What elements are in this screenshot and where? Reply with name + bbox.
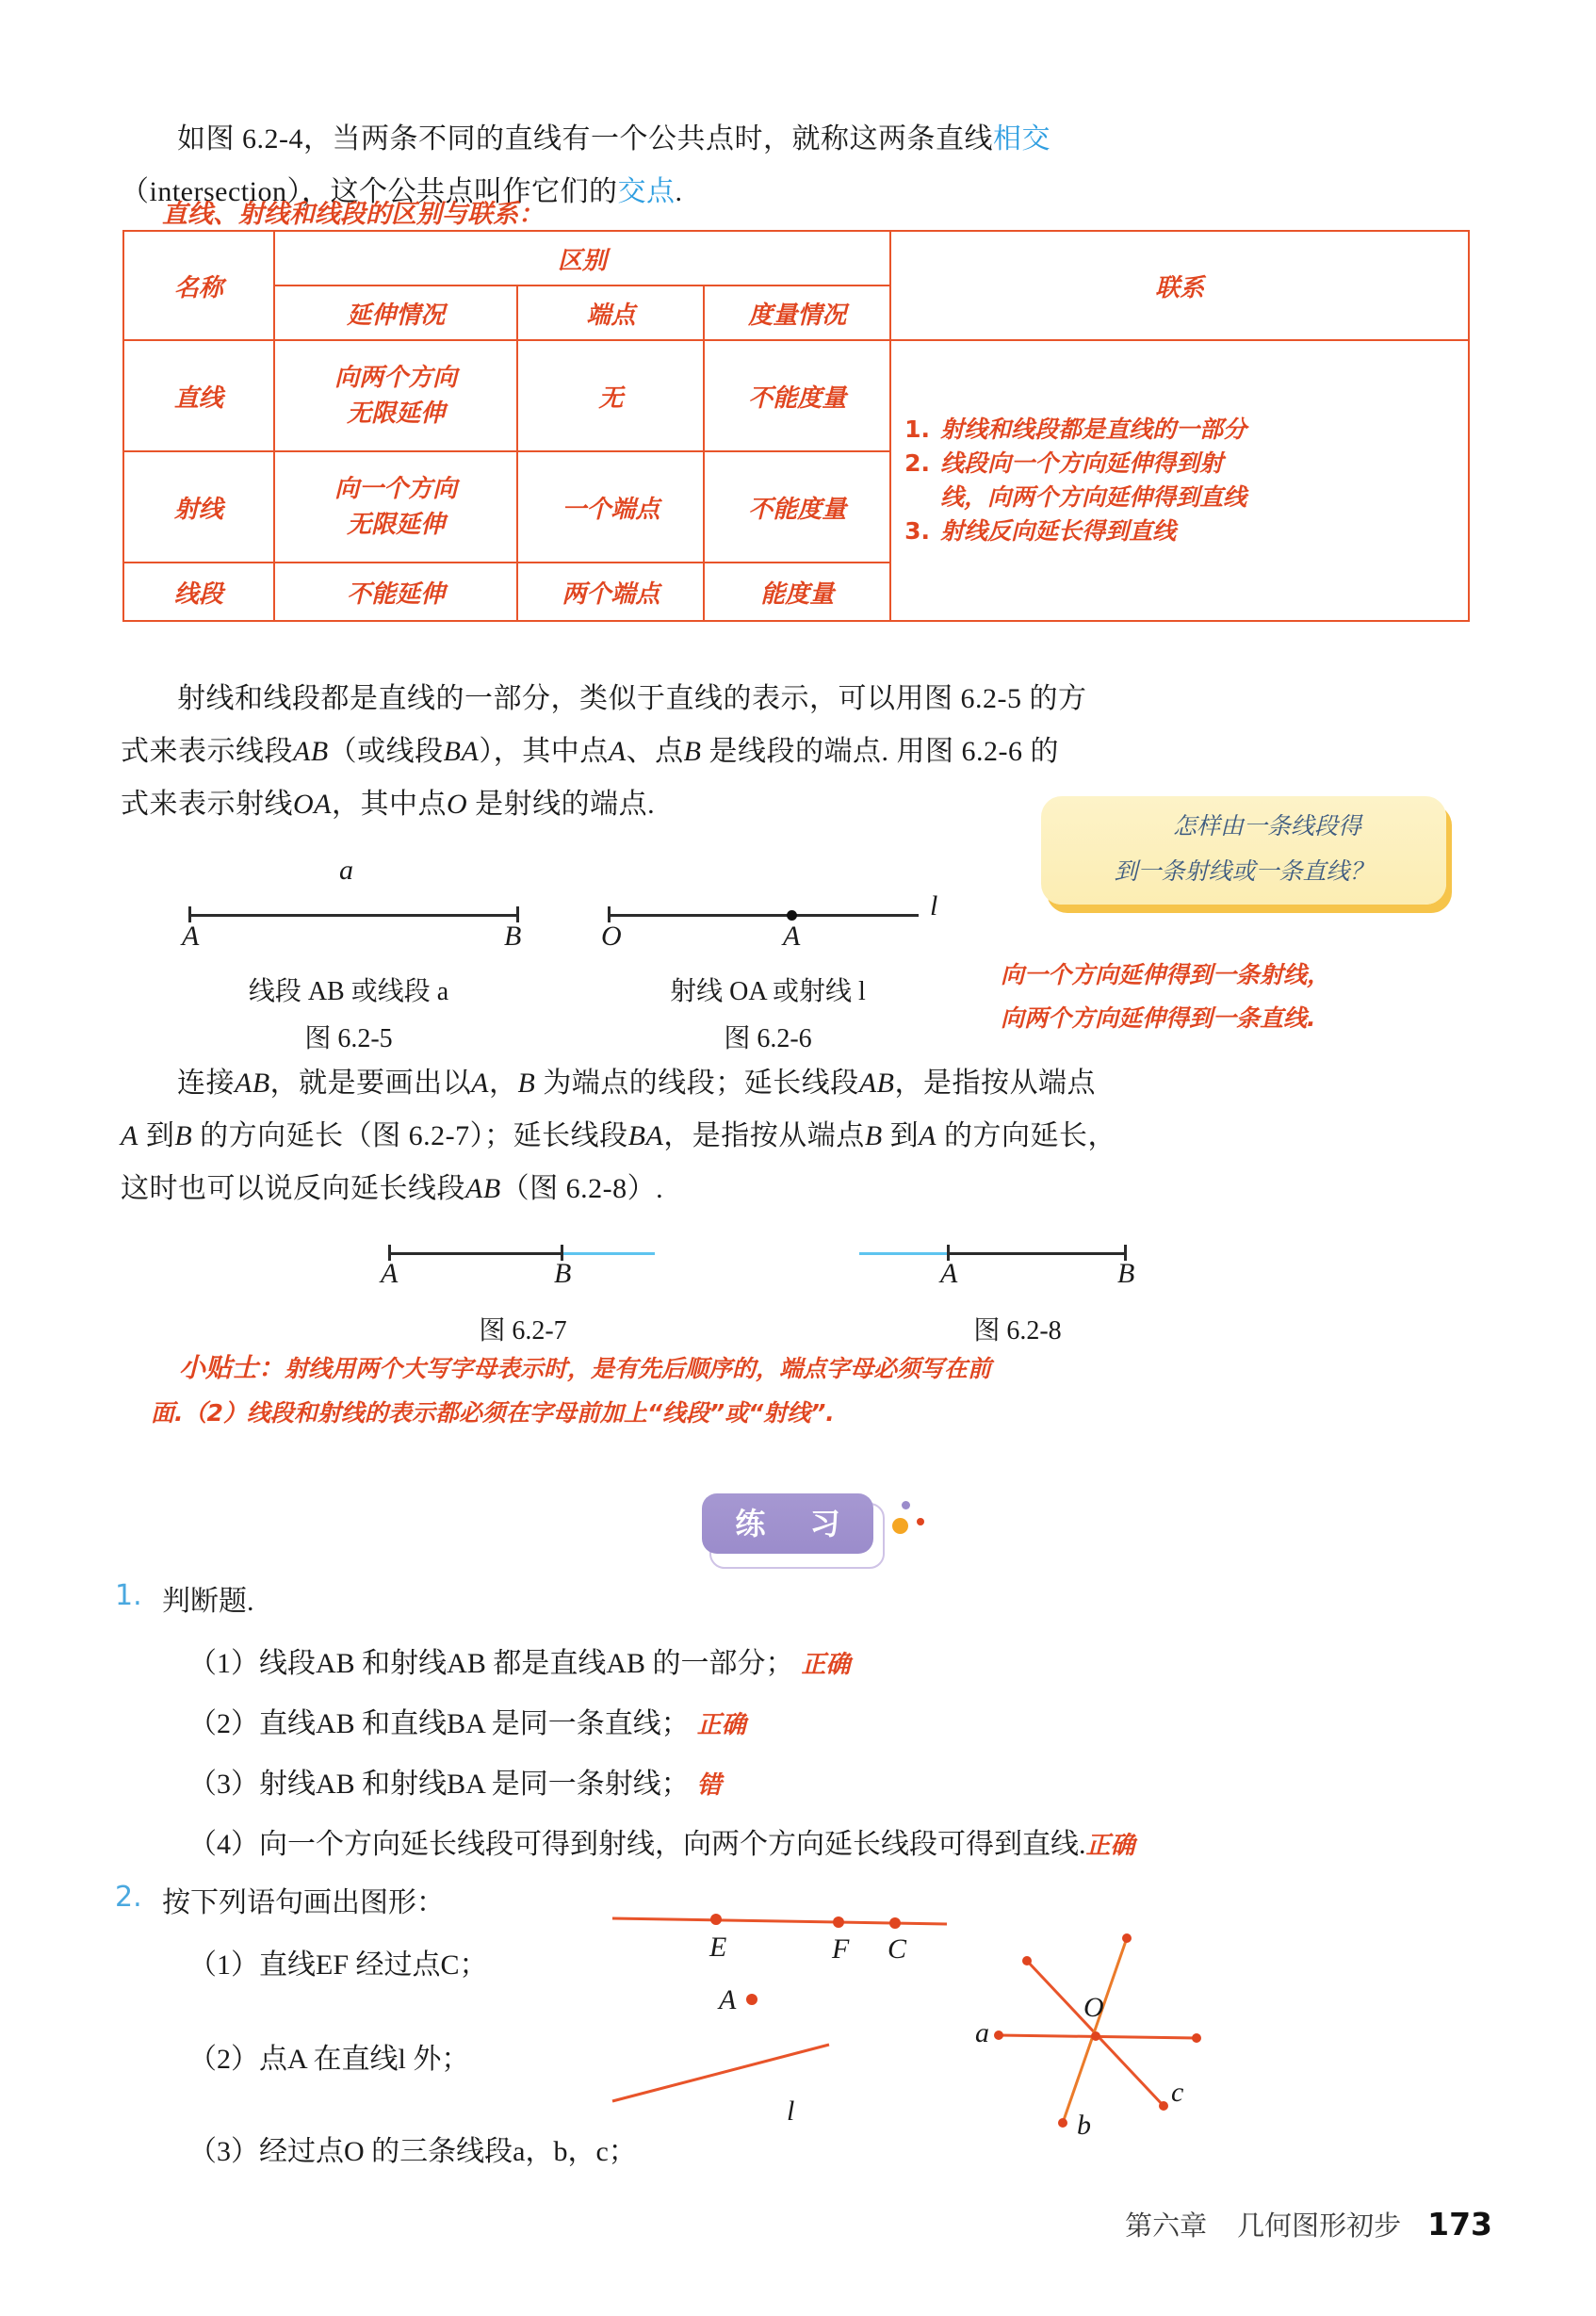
cell-extension-line-l1: 向两个方向 [334, 364, 458, 392]
callout-line-2: 到一条射线或一条直线？ [1114, 857, 1374, 885]
l-label: l [787, 2096, 795, 2127]
deco-dot-red-icon [917, 1518, 924, 1525]
p2-l2-c: ），其中点 [479, 736, 609, 767]
fig6-label-O: O [601, 921, 622, 952]
relation-num: 3. [904, 517, 931, 545]
tips-text-1: 射线用两个大写字母表示时，是有先后顺序的，端点字母必须写在前 [285, 1355, 992, 1382]
footer-chapter: 第六章 [1125, 2211, 1208, 2242]
tips-line-2: 面.（2）线段和射线的表示都必须在字母前加上“线段”或“射线”. [151, 1399, 835, 1427]
p2-l2-ba: BA [443, 736, 480, 767]
segment-b [1063, 1938, 1127, 2123]
th-relation: 联系 [890, 231, 1469, 340]
p3-l1-A: A [471, 1068, 489, 1099]
comparison-table [122, 230, 1470, 622]
ef-point-E [710, 1914, 722, 1925]
fig6-label-l: l [930, 890, 938, 922]
ex1-item-1-text: （1）线段AB 和射线AB 都是直线AB 的一部分； [188, 1648, 794, 1679]
fig8-label-A: A [940, 1258, 958, 1289]
exercise-1-item [188, 1760, 1413, 1810]
exercise-2-number: 2. [115, 1881, 142, 1914]
callout-line-1: 怎样由一条线段得 [1172, 812, 1361, 840]
star-endpoint [1192, 2033, 1201, 2043]
star-point-O [1091, 2031, 1100, 2041]
th-measure: 度量情况 [704, 285, 890, 340]
th-endpoint: 端点 [517, 285, 704, 340]
figure-6-2-5 [179, 855, 537, 1053]
ex1-item-2-text: （2）直线AB 和直线BA 是同一条直线； [188, 1708, 690, 1739]
table-row [123, 340, 1469, 451]
fig8-number: 图 6.2-8 [973, 1316, 1062, 1346]
p3-l3-b: （图 6.2-8）. [500, 1173, 664, 1204]
ex1-item-2-answer: 正确 [696, 1711, 746, 1739]
p2-l2-A: A [608, 736, 627, 767]
table-header-row-1 [123, 231, 1469, 285]
p3-l3-ab: AB [465, 1173, 501, 1204]
deco-dot-purple-icon [902, 1501, 910, 1509]
page-footer [0, 2205, 1596, 2243]
ef-label-C: C [888, 1933, 907, 1965]
p2-l2-b: （或线段 [328, 736, 444, 767]
p2-l2-a: 式来表示线段 [121, 736, 293, 767]
drawing-line-l [603, 1998, 961, 2129]
p3-l2-ba: BA [627, 1120, 664, 1151]
p2-l3-c: 是射线的端点. [467, 789, 656, 820]
th-extension: 延伸情况 [274, 285, 518, 340]
intro-line-2-text: （intersection），这个公共点叫作它们的 [121, 176, 618, 207]
annotation-ray-l2: 向两个方向延伸得到一条直线. [1001, 1004, 1316, 1032]
paragraph-3 [121, 1057, 1477, 1215]
exercise-1-item [188, 1820, 1526, 1870]
p3-l1-c: ， [488, 1068, 518, 1099]
p3-l2-d: 到 [882, 1120, 920, 1151]
figure-6-2-6 [598, 862, 956, 1053]
tips-line-1 [179, 1346, 1498, 1391]
intro-line-1 [121, 113, 1468, 166]
term-intersect: 相交 [993, 123, 1050, 155]
cell-name-segment: 线段 [123, 563, 274, 621]
relation-item-cont [904, 481, 1466, 514]
p2-l3-O: O [447, 789, 468, 820]
ex1-item-4-text: （4）向一个方向延长线段可得到射线，向两个方向延长线段可得到直线. [188, 1829, 1086, 1860]
p3-l2-B: B [174, 1120, 193, 1151]
intro-line-1-text: 如图 6.2-4，当两条不同的直线有一个公共点时，就称这两条直线 [177, 123, 993, 155]
p3-l1-B: B [517, 1068, 536, 1099]
tips-block [151, 1346, 1498, 1435]
footer-page-number: 173 [1427, 2206, 1492, 2243]
p2-l2-B: B [683, 736, 702, 767]
p3-l1-e: ，是指按从端点 [894, 1068, 1096, 1099]
p3-l1-d: 为端点的线段；延长线段 [535, 1068, 859, 1099]
ef-point-F [833, 1916, 844, 1928]
relation-item [904, 413, 1466, 447]
ex1-item-3-text: （3）射线AB 和射线BA 是同一条射线； [188, 1769, 690, 1800]
star-label-c: c [1171, 2077, 1184, 2108]
p3-l1-b: ，就是要画出以 [269, 1068, 472, 1099]
p3-l2-B2: B [864, 1120, 883, 1151]
fig7-label-B: B [554, 1258, 572, 1289]
cell-measure-ray: 不能度量 [704, 451, 890, 563]
figure-6-2-8 [857, 1230, 1168, 1352]
fig8-label-B: B [1117, 1258, 1135, 1289]
p3-l2-e: 的方向延长， [936, 1120, 1116, 1151]
figure-6-2-7 [377, 1230, 688, 1352]
relation-item [904, 514, 1466, 548]
p3-l1-ab: AB [235, 1068, 270, 1099]
p3-l2-c: ，是指按从端点 [663, 1120, 865, 1151]
ef-point-C [889, 1917, 901, 1929]
p3-l2-A: A [121, 1120, 138, 1151]
p3-l3-a: 这时也可以说反向延长线段 [121, 1173, 465, 1204]
th-difference: 区别 [274, 231, 890, 285]
ex1-item-1-answer: 正确 [801, 1651, 851, 1679]
label-point-A: A [719, 1984, 737, 2015]
fig5-caption: 线段 AB 或线段 a [248, 977, 449, 1006]
relation-text: 射线和线段都是直线的一部分 [940, 416, 1247, 443]
annotation-ray-line [1001, 954, 1330, 1040]
exercise-1-title: 判断题. [162, 1586, 254, 1617]
exercise-2-item: （1）直线EF 经过点C； [188, 1949, 488, 1981]
p3-l1-a: 连接 [177, 1068, 235, 1099]
relation-item [904, 447, 1466, 481]
relation-text: 线，向两个方向延伸得到直线 [940, 483, 1247, 511]
p3-line-1 [121, 1057, 1477, 1110]
cell-extension-line [274, 340, 518, 451]
intro-line-2-period: . [675, 176, 683, 207]
th-name: 名称 [123, 231, 274, 340]
exercise-1-item [188, 1700, 1413, 1750]
p2-l3-oa: OA [293, 789, 332, 820]
p2-l3-a: 式来表示射线 [121, 789, 293, 820]
relation-num: 1. [904, 416, 931, 443]
cell-extension-ray [274, 451, 518, 563]
exercise-2-item: （2）点A 在直线l 外； [188, 2044, 470, 2075]
exercise-1-number: 1. [115, 1579, 142, 1612]
cell-endpoint-segment: 两个端点 [517, 563, 704, 621]
p3-line-2 [121, 1110, 1477, 1163]
p3-l2-a: 到 [138, 1120, 175, 1151]
cell-measure-segment: 能度量 [704, 563, 890, 621]
exercise-2-title: 按下列语句画出图形： [162, 1887, 445, 1918]
fig6-label-A: A [783, 921, 801, 952]
star-label-b: b [1077, 2110, 1091, 2141]
p3-l2-b: 的方向延长（图 6.2-7）；延长线段 [192, 1120, 628, 1151]
p3-l1-ab2: AB [858, 1068, 895, 1099]
fig5-segment [188, 914, 518, 917]
relation-text: 射线反向延长得到直线 [940, 517, 1177, 545]
cell-endpoint-ray: 一个端点 [517, 451, 704, 563]
fig5-label-A: A [182, 921, 200, 952]
p3-line-3 [121, 1163, 1477, 1215]
p2-l2-e: 是线段的端点. 用图 6.2-6 的 [701, 736, 1059, 767]
fig7-extension [561, 1252, 655, 1255]
term-intersection-point: 交点 [617, 176, 676, 207]
cell-name-ray: 射线 [123, 451, 274, 563]
tips-title: 小贴士： [179, 1352, 285, 1383]
p3-l2-A2: A [919, 1120, 936, 1151]
p2-l2-d: 、点 [626, 736, 684, 767]
p2-line-1: 射线和线段都是直线的一部分，类似于直线的表示，可以用图 6.2-5 的方 [177, 683, 1087, 714]
fig6-caption: 射线 OA 或射线 l [670, 977, 866, 1006]
star-endpoint [1022, 1956, 1032, 1965]
p2-line-2 [121, 726, 1421, 778]
star-label-a: a [975, 2017, 989, 2048]
practice-badge-label: 练 习 [702, 1493, 873, 1554]
star-label-O: O [1083, 1992, 1104, 2023]
question-callout [1041, 796, 1446, 905]
cell-extension-ray-l2: 无限延伸 [347, 511, 446, 539]
footer-title: 几何图形初步 [1237, 2211, 1402, 2242]
cell-relations [890, 340, 1469, 621]
l-line [612, 2045, 829, 2101]
fig5-label-B: B [504, 921, 522, 952]
fig8-extension [859, 1252, 949, 1255]
p2-l2-ab: AB [293, 736, 329, 767]
fig7-number: 图 6.2-7 [479, 1316, 567, 1346]
ef-label-E: E [709, 1932, 727, 1963]
exercise-2-item: （3）经过点O 的三条线段a，b，c； [188, 2136, 637, 2167]
deco-dot-orange-icon [892, 1518, 908, 1534]
relation-text: 线段向一个方向延伸得到射 [940, 449, 1224, 477]
p2-l3-b: ，其中点 [332, 789, 447, 820]
fig5-label-a: a [339, 855, 353, 886]
fig6-ray [608, 914, 919, 917]
fig7-segment-AB [388, 1252, 562, 1255]
star-endpoint [1058, 2118, 1067, 2128]
fig6-number: 图 6.2-6 [724, 1024, 812, 1053]
star-endpoint [994, 2031, 1003, 2040]
relation-num: 2. [904, 449, 931, 477]
cell-endpoint-line: 无 [517, 340, 704, 451]
drawing-three-segments [942, 1927, 1338, 2181]
star-endpoint [1122, 1933, 1132, 1943]
ex1-item-3-answer: 错 [696, 1771, 722, 1800]
cell-extension-ray-l1: 向一个方向 [334, 475, 458, 503]
ex1-item-4-answer: 正确 [1085, 1832, 1135, 1860]
star-endpoint [1159, 2101, 1168, 2111]
fig5-number: 图 6.2-5 [304, 1024, 393, 1053]
cell-extension-segment: 不能延伸 [274, 563, 518, 621]
practice-badge [702, 1493, 881, 1561]
cell-name-line: 直线 [123, 340, 274, 451]
fig6-point-A [787, 910, 797, 921]
annotation-ray-l1: 向一个方向延伸得到一条射线， [1001, 961, 1331, 988]
exercise-1-item [188, 1639, 1413, 1689]
fig7-label-A: A [381, 1258, 399, 1289]
table-caption: 直线、射线和线段的区别与联系： [162, 200, 544, 229]
cell-measure-line: 不能度量 [704, 340, 890, 451]
ef-label-F: F [832, 1933, 850, 1965]
cell-extension-line-l2: 无限延伸 [347, 400, 446, 428]
fig8-segment-AB [947, 1252, 1126, 1255]
